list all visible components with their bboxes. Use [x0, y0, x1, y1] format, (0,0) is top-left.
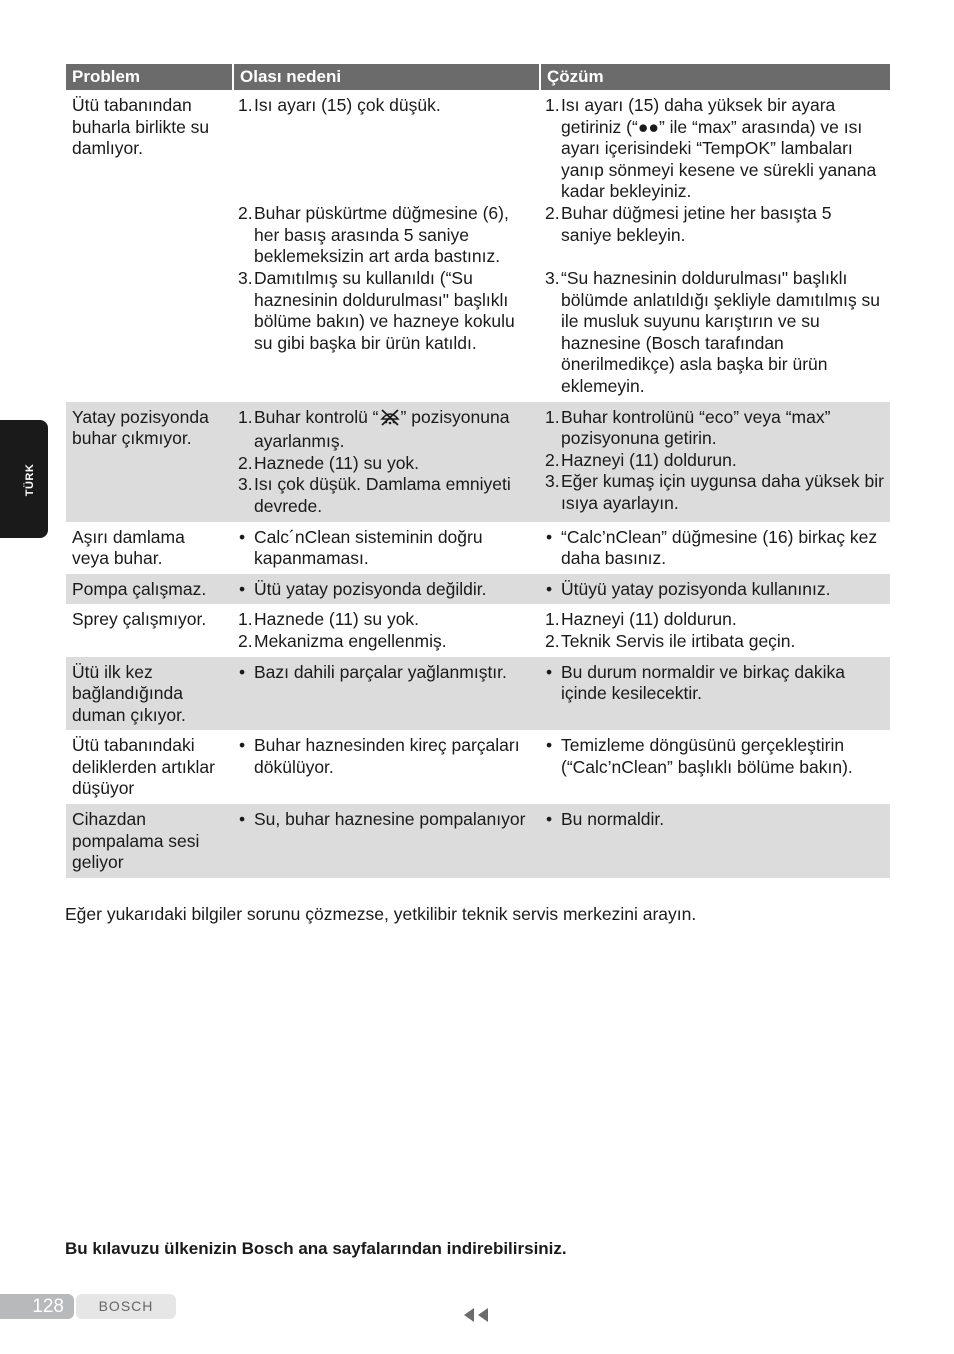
cause-item: 2. Buhar püskürtme düğmesine (6), her basış arasında 5 saniye beklemeksizin art arda bastınız. — [238, 203, 509, 267]
cause-item: 3. Isı çok düşük. Damlama emniyeti devrede. — [238, 474, 511, 516]
cause-cell — [232, 574, 539, 605]
solution-item: 1. Hazneyi (11) doldurun. — [545, 609, 737, 630]
cause-cell — [232, 402, 539, 522]
table-row — [66, 604, 890, 656]
solution-cell — [539, 574, 890, 605]
problem-cell: Ütü tabanından buharla birlikte su damlıyor. — [72, 95, 210, 159]
cause-cell — [232, 657, 539, 731]
cause-cell — [232, 804, 539, 878]
solution-cell — [539, 657, 890, 731]
solution-item: 3. “Su haznesinin doldurulması" başlıklı bölümde anlatıldığı şekliyle damıtılmış su ile musluk suyunu karıştırın ve su haznesine (Bosch tarafından önerilmedikçe) asla başka bir ürün eklemeyin. — [545, 268, 881, 396]
solution-item: • “Calc’nClean” düğmesine (16) birkaç kez daha basınız. — [546, 526, 878, 569]
solution-item: 3. Eğer kumaş için uygunsa daha yüksek bir ısıya ayarlayın. — [545, 471, 884, 513]
table-row — [66, 730, 890, 804]
solution-cell — [539, 90, 890, 402]
header-solution: Çözüm — [539, 64, 890, 90]
cause-item: • Su, buhar haznesine pompalanıyor — [239, 809, 526, 830]
cause-item: 1. Haznede (11) su yok. — [238, 609, 420, 630]
table-row — [66, 522, 890, 574]
cause-cell — [232, 604, 539, 656]
table-row — [66, 657, 890, 731]
problem-cell: Cihazdan pompalama sesi geliyor — [66, 804, 232, 878]
table-row — [66, 402, 890, 522]
cause-item: 2. Mekanizma engellenmiş. — [238, 630, 447, 651]
no-steam-icon — [379, 408, 401, 432]
solution-item: 1. Buhar kontrolünü “eco” veya “max” pozisyonuna getirin. — [545, 406, 831, 449]
solution-cell — [539, 804, 890, 878]
cause-item: 3. Damıtılmış su kullanıldı (“Su haznesinin doldurulması" başlıklı bölüme bakın) ve hazneye kokulu su gibi başka bir ürün katıldı. — [238, 268, 515, 353]
solution-item: • Bu durum normaldir ve birkaç dakika içinde kesilecektir. — [546, 661, 846, 704]
cause-item: • Calc´nClean sisteminin doğru kapanmaması. — [239, 526, 483, 569]
troubleshooting-table — [66, 64, 890, 878]
cause-cell — [232, 730, 539, 804]
cause-cell — [232, 90, 539, 402]
solution-cell — [539, 402, 890, 522]
solution-item: 2. Buhar düğmesi jetine her basışta 5 saniye bekleyin. — [545, 203, 832, 245]
table-header-row — [66, 64, 890, 90]
solution-item: • Temizleme döngüsünü gerçekleştirin (“Calc’nClean” başlıklı bölüme bakın). — [546, 735, 853, 777]
download-manual-note: Bu kılavuzu ülkenizin Bosch ana sayfalarından indirebilirsiniz. — [65, 1239, 567, 1258]
problem-cell: Ütü ilk kez bağlandığında duman çıkıyor. — [66, 657, 232, 731]
double-left-arrow-icon — [462, 1307, 490, 1329]
solution-item: 1. Isı ayarı (15) daha yüksek bir ayara getiriniz (“●●” ile “max” arasında) ve ısı ayarı içerisindeki “TempOK” lambaları yanıp sönmeyi kesene ve sürekli yanana kadar bekleyiniz. — [545, 95, 877, 202]
header-problem: Problem — [66, 64, 232, 90]
cause-item: 2. Haznede (11) su yok. — [238, 452, 420, 473]
table-row — [66, 574, 890, 605]
problem-cell: Aşırı damlama veya buhar. — [72, 526, 185, 569]
header-cause: Olası nedeni — [232, 64, 539, 90]
cause-item: • Ütü yatay pozisyonda değildir. — [239, 578, 487, 599]
cause-item: • Buhar haznesinden kireç parçaları dökülüyor. — [239, 735, 520, 777]
problem-cell: Pompa çalışmaz. — [66, 574, 232, 605]
solution-cell — [539, 604, 890, 656]
problem-cell: Yatay pozisyonda buhar çıkmıyor. — [66, 402, 232, 522]
solution-item: 2. Hazneyi (11) doldurun. — [545, 449, 737, 470]
problem-cell: Ütü tabanındaki deliklerden artıklar düşüyor — [72, 735, 215, 799]
solution-cell — [539, 730, 890, 804]
cause-cell — [232, 522, 539, 574]
language-label: TÜRK — [24, 463, 37, 497]
cause-item: 1. Isı ayarı (15) çok düşük. — [238, 95, 441, 115]
table-row — [66, 90, 890, 402]
table-row — [66, 804, 890, 878]
page-number: 128 — [0, 1294, 74, 1319]
cause-item: • Bazı dahili parçalar yağlanmıştır. — [239, 661, 507, 682]
solution-cell — [539, 522, 890, 574]
contact-service-note: Eğer yukarıdaki bilgiler sorunu çözmezse, yetkilibir teknik servis merkezini arayın. — [65, 904, 697, 924]
solution-item: 2. Teknik Servis ile irtibata geçin. — [545, 630, 796, 651]
solution-item: • Ütüyü yatay pozisyonda kullanınız. — [546, 578, 831, 599]
solution-item: • Bu normaldir. — [546, 809, 665, 830]
cause-item: 1. Buhar kontrolü “ ” pozisyonuna ayarlanmış. — [238, 406, 510, 452]
problem-cell: Sprey çalışmıyor. — [72, 609, 207, 630]
brand-label: BOSCH — [76, 1294, 176, 1319]
